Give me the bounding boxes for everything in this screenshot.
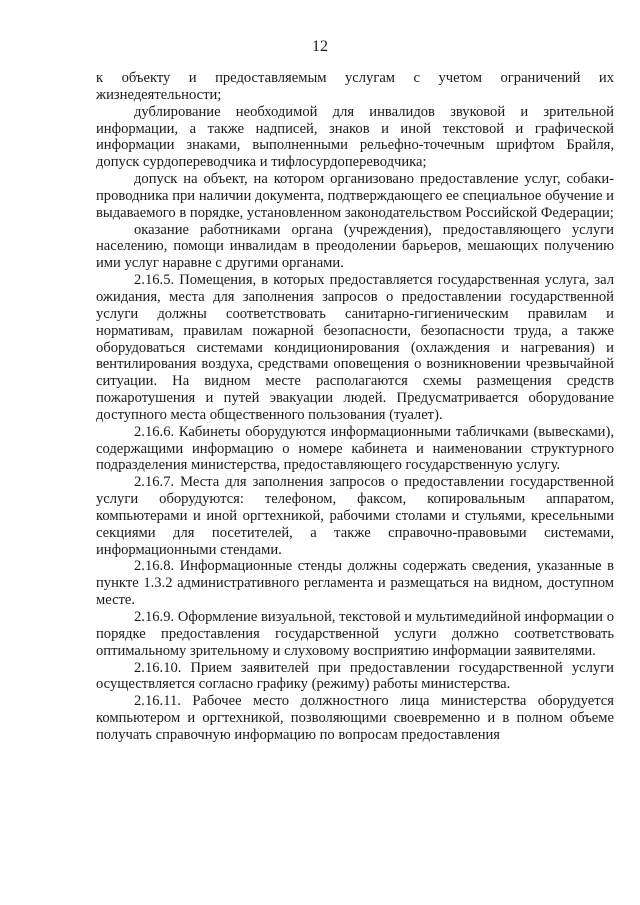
paragraph-guide-dog: допуск на объект, на котором организовано предоставление услуг, собаки-проводника при наличии документа, подтверждающего ее специальное обучение и выдаваемого в порядке, установленном законодательством Российской Федерации; xyxy=(96,171,614,221)
paragraph-2-16-11: 2.16.11. Рабочее место должностного лица министерства оборудуется компьютером и оргтехникой, позволяющими своевременно и в полном объеме получать справочную информацию по вопросам предоставления xyxy=(96,693,614,743)
paragraph-2-16-5: 2.16.5. Помещения, в которых предоставляется государственная услуга, зал ожидания, места для заполнения запросов о предоставлении государственной услуги должны соответствовать санитарно-гигиеническим правилам и нормативам, правилам пожарной безопасности, безопасности труда, а также оборудоваться системами кондиционирования (охлаждения и нагревания) и вентилирования воздуха, средствами оповещения о возникновении чрезвычайной ситуации. На видном месте располагаются схемы размещения средств пожаротушения и путей эвакуации людей. Предусматривается оборудование доступного места общественного пользования (туалет). xyxy=(96,272,614,423)
page-number: 12 xyxy=(312,38,328,55)
paragraph-accessibility-object: к объекту и предоставляемым услугам с учетом ограничений их жизнедеятельности; xyxy=(96,70,614,103)
paragraph-2-16-10: 2.16.10. Прием заявителей при предоставлении государственной услуги осуществляется согласно графику (режиму) работы министерства. xyxy=(96,659,614,693)
document-body xyxy=(96,70,614,744)
paragraph-2-16-6: 2.16.6. Кабинеты оборудуются информационными табличками (вывесками), содержащими информацию о номере кабинета и наименовании структурного подразделения министерства, предоставляющего государственную услугу. xyxy=(96,423,614,474)
paragraph-2-16-9: 2.16.9. Оформление визуальной, текстовой и мультимедийной информации о порядке предоставления государственной услуги должно соответствовать оптимальному зрительному и слуховому восприятию информации заявителями. xyxy=(96,609,614,659)
paragraph-sign-duplication: дублирование необходимой для инвалидов звуковой и зрительной информации, а также надписей, знаков и иной текстовой и графической информации знаками, выполненными рельефно-точечным шрифтом Брайля, допуск сурдопереводчика и тифлосурдопереводчика; xyxy=(96,103,614,171)
paragraph-2-16-7: 2.16.7. Места для заполнения запросов о предоставлении государственной услуги оборудуются: телефоном, факсом, копировальным аппаратом, компьютерами и иной оргтехникой, рабочими столами и стульями, кресельными секциями для посетителей, а также справочно-правовыми системами, информационными стендами. xyxy=(96,474,614,558)
paragraph-staff-assistance: оказание работниками органа (учреждения), предоставляющего услуги населению, помощи инвалидам в преодолении барьеров, мешающих получению ими услуг наравне с другими органами. xyxy=(96,221,614,272)
paragraph-2-16-8: 2.16.8. Информационные стенды должны содержать сведения, указанные в пункте 1.3.2 административного регламента и размещаться на видном, доступном месте. xyxy=(96,558,614,609)
